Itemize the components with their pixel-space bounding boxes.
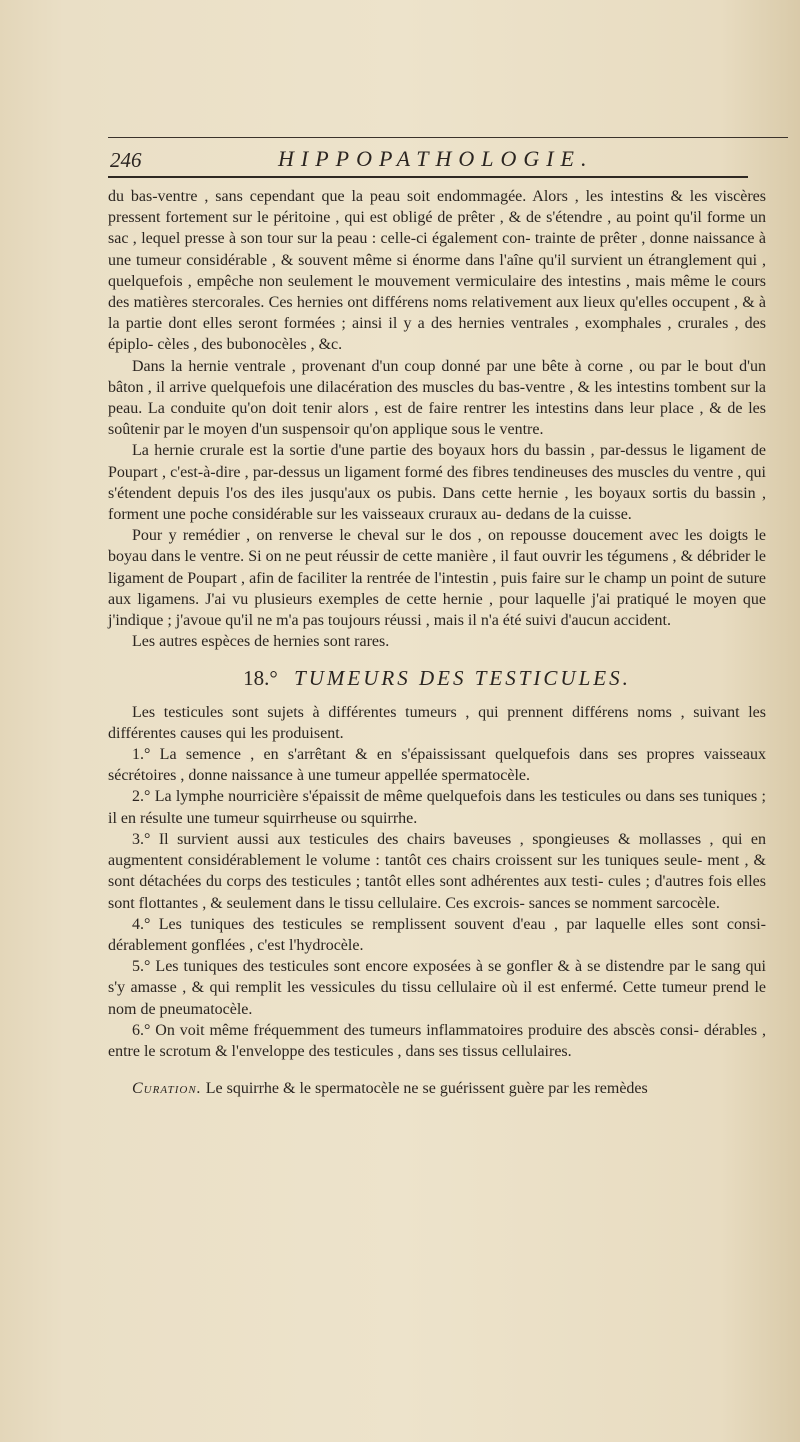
section-heading (108, 668, 766, 689)
paragraph: Pour y remédier , on renverse le cheval sur le dos , on repousse doucement avec les doigts le boyau dans le ventre. Si on ne peut réussir de cette manière , il faut ouvrir les tégumens , & débrider le ligament de Poupart , afin de faciliter la rentrée de l'intestin , puis faire sur le champ un point de suture aux ligamens. J'ai vu plusieurs exemples de cette hernie , pour laquelle j'ai pratiqué le moyen que j'indique ; j'avoue qu'il ne m'a pas toujours réussi , mais il n'a été suivi d'aucun accident. (108, 527, 766, 630)
paragraph: du bas-ventre , sans cependant que la peau soit endommagée. Alors , les intestins & les viscères pressent fortement sur le péritoine , qui est obligé de prêter , & de s'étendre , au point qu'il forme un sac , lequel presse à son tour sur la peau : celle-ci également con- trainte de prêter , donne naissance à une tumeur considérable , & souvent même si énorme dans l'aîne qu'il survient un étranglement qui , quelquefois , empêche non seulement le mouvement vermiculaire des intestins , mais même le cours des matières stercorales. Ces hernies ont différens noms relativement aux lieux qu'elles occupent , & à la partie dont elles seront formées ; ainsi il y a des hernies ventrales , exomphales , crurales , des épiplo- cèles , des bubonocèles , &c. (108, 188, 766, 354)
curation-text: Le squirrhe & le spermatocèle ne se guérissent guère par les remèdes (205, 1080, 648, 1098)
header-rule-top (108, 137, 788, 138)
page-number: 246 (110, 148, 142, 172)
paragraph: 4.° Les tuniques des testicules se remplissent souvent d'eau , par laquelle elles sont consi- dérablement gonflées , c'est l'hydrocèle. (108, 915, 766, 954)
paragraph: 6.° On voit même fréquemment des tumeurs inflammatoires produire des abscès consi- dérables , entre le scrotum & l'enveloppe des testicules , dans ses tissus cellulaires. (108, 1021, 766, 1060)
paragraph: La hernie crurale est la sortie d'une partie des boyaux hors du bassin , par-dessus le ligament de Poupart , c'est-à-dire , par-dessus un ligament formé des fibres tendineuses des muscles du ventre , qui s'étendent depuis l'os des iles jusqu'aux os pubis. Dans cette hernie , les boyaux sortis du bassin , forment une poche considérable sur les vaisseaux cruraux au- dedans de la cuisse. (108, 442, 766, 524)
paragraph: Les testicules sont sujets à différentes tumeurs , qui prennent différens noms , suivant les différentes causes qui les produisent. (108, 703, 766, 742)
curation-label: Curation. (132, 1080, 202, 1098)
paragraph: Dans la hernie ventrale , provenant d'un coup donné par une bête à corne , ou par le bout d'un bâton , il arrive quelquefois une dilacération des muscles du bas-ventre , & les intestins tombent sur la peau. La conduite qu'on doit tenir alors , est de faire rentrer les intestins dans leur place , & de les soûtenir par le moyen d'un suspensoir qu'on applique sous le ventre. (108, 357, 766, 439)
section-title: TUMEURS DES TESTICULES. (294, 666, 631, 691)
paragraph: 5.° Les tuniques des testicules sont encore exposées à se gonfler & à se distendre par le sang qui s'y amasse , & qui remplit les vessicules du tissu cellulaire où il est enfermé. Cette tumeur prend le nom de pneumatocèle. (108, 958, 766, 1018)
paragraph: 1.° La semence , en s'arrêtant & en s'épaississant quelquefois dans ses propres vaisseaux sécrétoires , donne naissance à une tumeur appellée spermatocèle. (108, 746, 766, 785)
section-number: 18.° (243, 666, 278, 691)
header-rule-bottom (108, 176, 748, 178)
curation-paragraph (108, 1078, 766, 1099)
paragraph: 3.° Il survient aussi aux testicules des chairs baveuses , spongieuses & mollasses , qui en augmentent considérablement le volume : tantôt ces chairs croissent sur les tuniques seule- ment , & sont détachées du corps des testicules ; tantôt elles sont adhérentes aux testi- cules ; d'autres fois elles sont flottantes , & seulement dans le tissu cellulaire. Ces excrois- sances se nomment sarcocèle. (108, 830, 766, 912)
body-text (108, 186, 766, 1099)
paragraph: 2.° La lymphe nourricière s'épaissit de même quelquefois dans les testicules ou dans ses tuniques ; il en résulte une tumeur squirrheuse ou squirrhe. (108, 788, 766, 827)
paragraph: Les autres espèces de hernies sont rares. (132, 633, 390, 651)
running-title: HIPPOPATHOLOGIE. (278, 146, 594, 171)
